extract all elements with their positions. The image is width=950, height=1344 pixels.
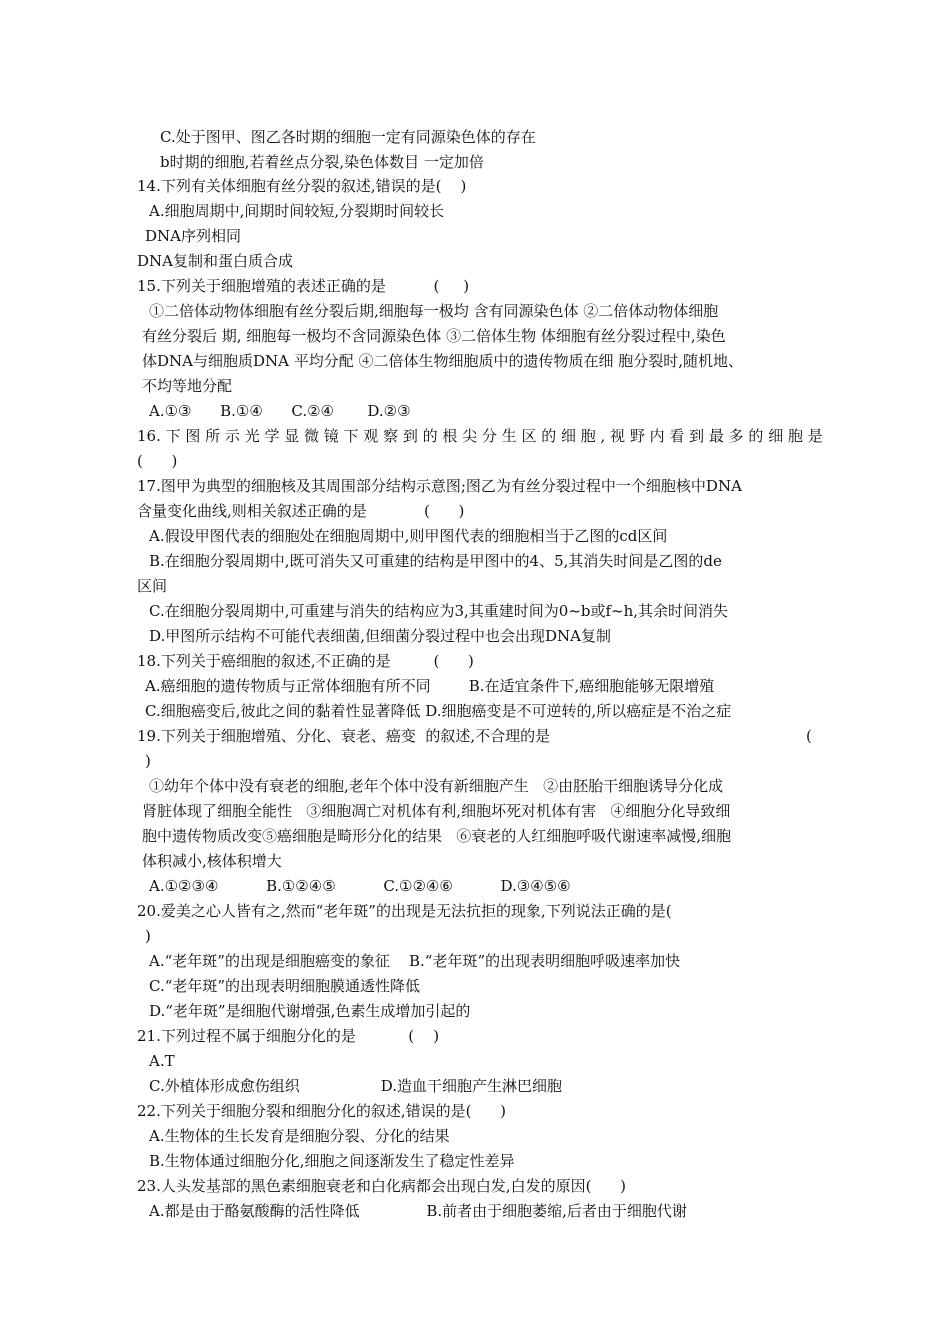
option-b: B.在细胞分裂周期中,既可消失又可重建的结构是甲图中的4、5,其消失时间是乙图的de	[149, 552, 722, 570]
option-d: D.甲图所示结构不可能代表细菌,但细菌分裂过程中也会出现DNA复制	[149, 627, 612, 645]
text-line: ①二倍体动物体细胞有丝分裂后期,细胞每一极均 含有同源染色体 ②二倍体动物体细胞	[149, 302, 719, 320]
answer-blank-close: )	[145, 927, 151, 945]
option-a: A.T	[149, 1052, 175, 1070]
text-line: 有丝分裂后 期, 细胞每一极均不含同源染色体 ③二倍体生物 体细胞有丝分裂过程中,染色	[142, 327, 726, 345]
options-cd: C.外植体形成愈伤组织 D.造血干细胞产生淋巴细胞	[149, 1077, 563, 1095]
question-16: 16. 下 图 所 示 光 学 显 微 镜 下 观 察 到 的 根 尖 分 生 区 的 细 胞 , 视 野 内 看 到 最 多 的 细 胞 是	[137, 427, 823, 445]
text-line: b时期的细胞,若着丝点分裂,染色体数目 一定加倍	[160, 153, 484, 171]
question-21: 21.下列过程不属于细胞分化的是 ( )	[137, 1027, 440, 1045]
option-a: A.假设甲图代表的细胞处在细胞周期中,则甲图代表的细胞相当于乙图的cd区间	[149, 527, 668, 545]
text-line: 区间	[137, 577, 168, 595]
question-14: 14.下列有关体细胞有丝分裂的叙述,错误的是( )	[137, 177, 467, 195]
text-line: 胞中遗传物质改变⑤癌细胞是畸形分化的结果 ⑥衰老的人红细胞呼吸代谢速率减慢,细胞	[142, 827, 732, 845]
options-ab: A.“老年斑”的出现是细胞癌变的象征 B.“老年斑”的出现表明细胞呼吸速率加快	[149, 952, 681, 970]
answer-blank-open: (	[806, 727, 812, 745]
question-20: 20.爱美之心人皆有之,然而“老年斑”的出现是无法抗拒的现象,下列说法正确的是(	[137, 902, 672, 920]
question-22: 22.下列关于细胞分裂和细胞分化的叙述,错误的是( )	[137, 1102, 506, 1120]
options-cd: C.细胞癌变后,彼此之间的黏着性显著降低 D.细胞癌变是不可逆转的,所以癌症是不治之症	[145, 702, 732, 720]
option-c: C.“老年斑”的出现表明细胞膜通透性降低	[149, 977, 421, 995]
option-c: C.在细胞分裂周期中,可重建与消失的结构应为3,其重建时间为0~b或f~h,其余时间消失	[149, 602, 729, 620]
text-line: 含量变化曲线,则相关叙述正确的是 ( )	[137, 502, 465, 520]
text-line: DNA复制和蛋白质合成	[137, 252, 293, 270]
question-15: 15.下列关于细胞增殖的表述正确的是 ( )	[137, 277, 470, 295]
answer-blank: ( )	[137, 452, 178, 470]
option-a: A.细胞周期中,间期时间较短,分裂期时间较长	[149, 202, 445, 220]
text-line: 体DNA与细胞质DNA 平均分配 ④二倍体生物细胞质中的遗传物质在细 胞分裂时,随机地、	[142, 352, 744, 370]
text-line: 肾脏体现了细胞全能性 ③细胞凋亡对机体有利,细胞坏死对机体有害 ④细胞分化导致细	[142, 802, 731, 820]
option-d: D.“老年斑”是细胞代谢增强,色素生成增加引起的	[149, 1002, 471, 1020]
options-ab: A.癌细胞的遗传物质与正常体细胞有所不同 B.在适宜条件下,癌细胞能够无限增殖	[145, 677, 715, 695]
text-line: DNA序列相同	[145, 227, 241, 245]
text-line: 体积减小,核体积增大	[142, 852, 282, 870]
option-a: A.生物体的生长发育是细胞分裂、分化的结果	[149, 1127, 450, 1145]
text-line: ①幼年个体中没有衰老的细胞,老年个体中没有新细胞产生 ②由胚胎干细胞诱导分化成	[149, 777, 724, 795]
question-19: 19.下列关于细胞增殖、分化、衰老、癌变 的叙述,不合理的是	[137, 727, 551, 745]
answer-options: A.①③ B.①④ C.②④ D.②③	[149, 402, 411, 420]
question-23: 23.人头发基部的黑色素细胞衰老和白化病都会出现白发,白发的原因( )	[137, 1177, 626, 1195]
text-line: 不均等地分配	[142, 377, 233, 395]
text-line: C.处于图甲、图乙各时期的细胞一定有同源染色体的存在	[160, 128, 536, 146]
answer-blank-close: )	[145, 752, 151, 770]
answer-options: A.①②③④ B.①②④⑤ C.①②④⑥ D.③④⑤⑥	[149, 877, 571, 895]
option-b: B.生物体通过细胞分化,细胞之间逐渐发生了稳定性差异	[149, 1152, 515, 1170]
question-18: 18.下列关于癌细胞的叙述,不正确的是 ( )	[137, 652, 474, 670]
options-ab: A.都是由于酪氨酸酶的活性降低 B.前者由于细胞萎缩,后者由于细胞代谢	[149, 1202, 687, 1220]
question-17: 17.图甲为典型的细胞核及其周围部分结构示意图;图乙为有丝分裂过程中一个细胞核中DNA	[137, 477, 742, 495]
